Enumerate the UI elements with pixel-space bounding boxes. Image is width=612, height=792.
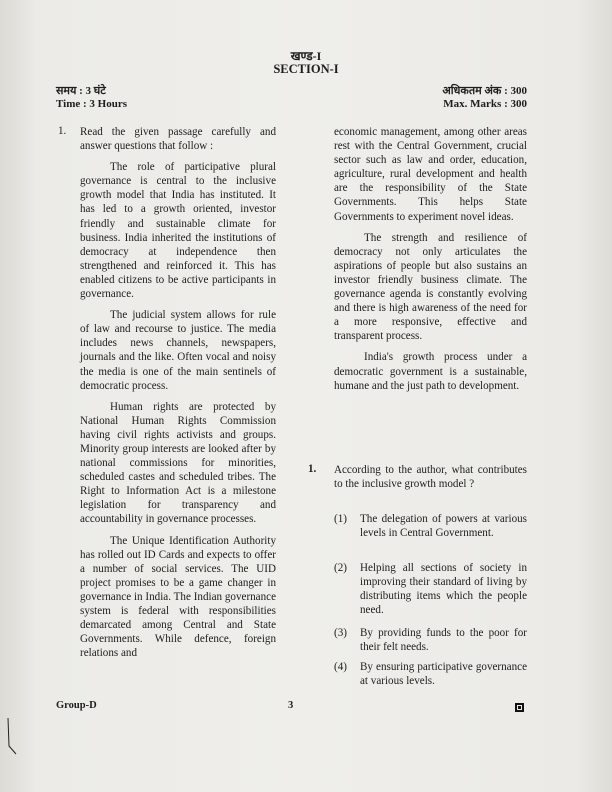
option-3-text: By providing funds to the poor for their felt needs. bbox=[360, 627, 527, 654]
option-1[interactable] bbox=[334, 512, 527, 540]
time-hindi: समय : 3 घंटे bbox=[56, 85, 106, 97]
khand-heading: खण्ड-I bbox=[290, 49, 322, 63]
question-text: According to the author, what contributes to the inclusive growth model ? bbox=[334, 464, 527, 491]
option-4[interactable] bbox=[334, 660, 527, 688]
pen-mark-icon bbox=[6, 716, 18, 756]
option-4-number: (4) bbox=[334, 661, 347, 673]
max-marks-english: Max. Marks : 300 bbox=[443, 98, 527, 110]
option-2[interactable] bbox=[334, 561, 527, 617]
option-1-text: The delegation of powers at various levels in Central Government. bbox=[360, 513, 527, 540]
passage-right-column bbox=[334, 125, 527, 400]
option-2-text: Helping all sections of society in improving their standard of living by distributing items which the people need. bbox=[360, 562, 527, 617]
option-3[interactable] bbox=[334, 626, 527, 654]
max-marks-hindi: अधिकतम अंक : 300 bbox=[442, 85, 527, 97]
section-heading: SECTION-I bbox=[273, 62, 339, 76]
option-2-number: (2) bbox=[334, 562, 347, 574]
square-marker-icon bbox=[515, 703, 524, 712]
passage-left-column bbox=[80, 125, 276, 667]
passage-paragraph-3: Human rights are protected by National Human Rights Commission having civil rights activists and groups. Minority group interests are looked after by national commissions for minorities, scheduled castes and scheduled tribes. The Right to Information Act is a milestone legislation for transparency and accountability in governance processes. bbox=[80, 400, 276, 526]
passage-paragraph-2: The judicial system allows for rule of law and recourse to justice. The media includes news channels, newspapers, journals and the like. Often vocal and noisy the media is one of the main sentinels of democratic process. bbox=[80, 309, 276, 392]
passage-instruction: Read the given passage carefully and answer questions that follow : bbox=[80, 126, 276, 153]
passage-paragraph-4a: The Unique Identification Authority has rolled out ID Cards and expects to offer a number of social services. The UID project promises to be a game changer in governance in India. The Indian governance system is federal with responsibilities demarcated among Central and State Governments. While defence, foreign relations and bbox=[80, 534, 276, 660]
option-3-number: (3) bbox=[334, 627, 347, 639]
option-1-number: (1) bbox=[334, 513, 347, 525]
page-number: 3 bbox=[288, 700, 294, 711]
passage-paragraph-4b: economic management, among other areas rest with the Central Government, crucial sector such as law and order, education, agriculture, rural development and health are the responsibility of the State Governments. This helps State Governments to experiment novel ideas. bbox=[334, 126, 527, 223]
passage-paragraph-5: The strength and resilience of democracy not only articulates the aspirations of people but also sustains an investor friendly business climate. The governance agenda is constantly evolving and there is high awareness of the need for a more responsive, effective and transparent process. bbox=[334, 231, 527, 343]
option-4-text: By ensuring participative governance at various levels. bbox=[360, 661, 527, 688]
passage-paragraph-1: The role of participative plural governance is central to the inclusive growth model that India has instituted. It has led to a growth oriented, investor friendly and sustainable climate for business. India inherited the institutions of democracy at independence then strengthened and reinforced it. This has enabled citizens to be active participants in governance. bbox=[80, 161, 276, 301]
group-label: Group-D bbox=[56, 700, 97, 711]
question-number: 1. bbox=[308, 463, 317, 475]
passage-paragraph-6: India's growth process under a democratic government is a sustainable, humane and the just path to development. bbox=[334, 351, 527, 392]
time-english: Time : 3 Hours bbox=[56, 98, 127, 110]
passage-number: 1. bbox=[58, 125, 67, 137]
